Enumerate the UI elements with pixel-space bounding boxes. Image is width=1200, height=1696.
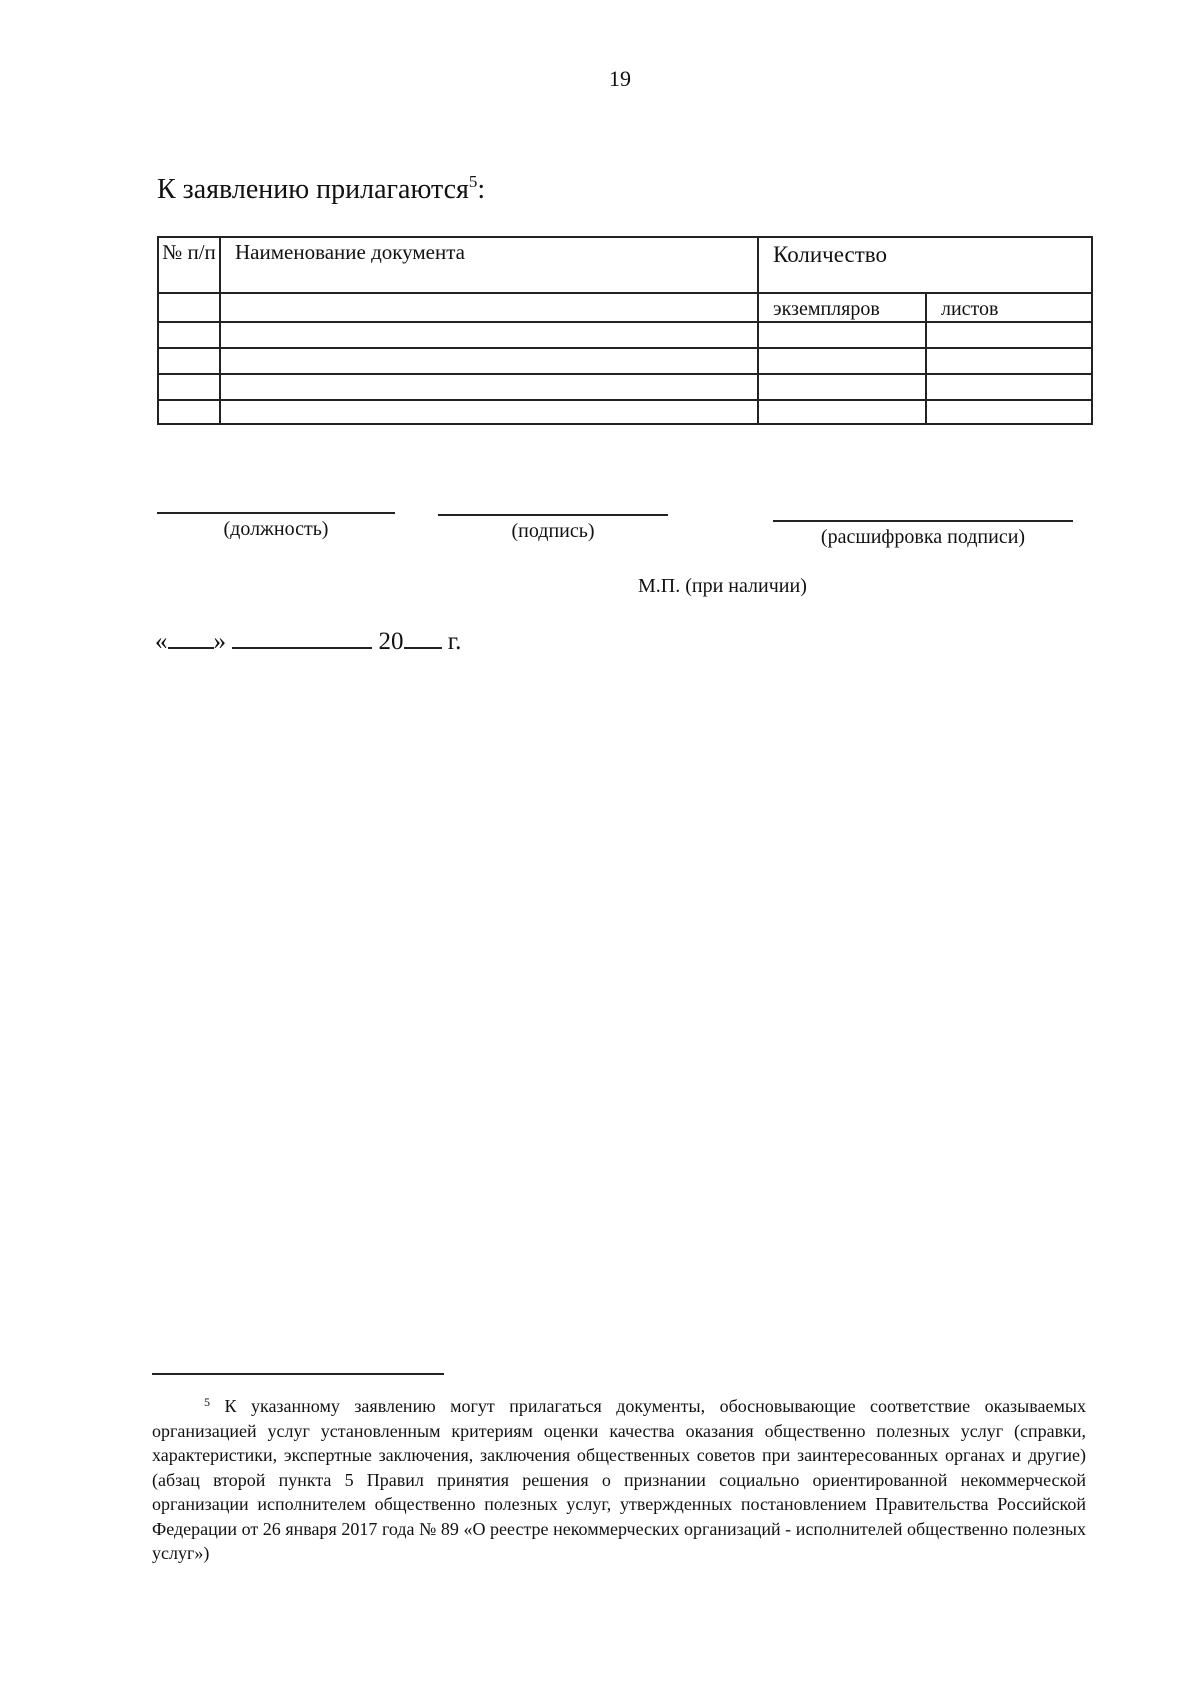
attachments-table <box>157 236 1093 425</box>
footnote-number: 5 <box>204 1395 210 1409</box>
month-blank[interactable] <box>232 625 372 649</box>
header-copies: экземпляров <box>758 293 926 322</box>
stamp-label: М.П. (при наличии) <box>638 575 807 597</box>
footnote-text: К указанному заявлению могут прилагаться документы, обосновывающие соответствие оказываемых организацией услуг установленным критериям оценки качества оказания общественно полезных услуг (справки, характеристики, экспертные заключения, заключения общественных советов при заинтересованных органах и другие) (абзац второй пункта 5 Правил принятия решения о признании социально ориентированной некоммерческой организации исполнителем общественно полезных услуг, утвержденных постановлением Правительства Российской Федерации от 26 января 2017 года № 89 «О реестре некоммерческих организаций - исполнителей общественно полезных услуг») <box>152 1396 1086 1563</box>
footnote-reference: 5 <box>468 172 478 191</box>
table-cell[interactable] <box>758 400 926 424</box>
table-cell[interactable] <box>220 322 758 348</box>
table-subheader-row <box>158 293 1092 322</box>
signature-decoding-label: (расшифровка подписи) <box>820 526 1026 548</box>
table-row <box>158 374 1092 400</box>
header-quantity: Количество <box>758 237 1092 293</box>
table-cell[interactable] <box>926 322 1092 348</box>
table-header-row <box>158 237 1092 293</box>
date-field <box>155 625 461 656</box>
signature-label: (подпись) <box>511 520 595 542</box>
signature-line[interactable] <box>438 514 668 516</box>
table-cell[interactable] <box>758 322 926 348</box>
day-blank[interactable] <box>168 625 214 649</box>
table-cell[interactable] <box>758 374 926 400</box>
table-cell[interactable] <box>926 348 1092 374</box>
year-blank[interactable] <box>404 625 442 649</box>
table-cell[interactable] <box>926 374 1092 400</box>
table-row <box>158 348 1092 374</box>
table-cell[interactable] <box>158 348 220 374</box>
heading-text: К заявлению прилагаются <box>157 174 469 205</box>
header-document-name: Наименование документа <box>220 237 758 293</box>
year-suffix: г. <box>447 628 462 655</box>
table-cell[interactable] <box>158 374 220 400</box>
date-close-quote: » <box>213 628 226 655</box>
table-row <box>158 322 1092 348</box>
table-row <box>158 400 1092 424</box>
signature-decoding-line[interactable] <box>773 520 1073 522</box>
page-number: 19 <box>609 66 631 91</box>
table-cell[interactable] <box>758 348 926 374</box>
footnote-separator <box>152 1373 444 1375</box>
table-cell[interactable] <box>158 293 220 322</box>
footnote <box>152 1390 1086 1566</box>
table-cell[interactable] <box>220 293 758 322</box>
table-cell[interactable] <box>220 348 758 374</box>
year-prefix: 20 <box>378 628 404 655</box>
table-cell[interactable] <box>158 322 220 348</box>
table-cell[interactable] <box>220 400 758 424</box>
position-line[interactable] <box>157 512 395 514</box>
heading-colon: : <box>477 174 486 205</box>
attachments-heading <box>157 172 485 206</box>
position-label: (должность) <box>223 518 329 540</box>
table-cell[interactable] <box>220 374 758 400</box>
table-cell[interactable] <box>158 400 220 424</box>
header-number: № п/п <box>158 237 220 293</box>
header-sheets: листов <box>926 293 1092 322</box>
date-open-quote: « <box>155 628 168 655</box>
table-cell[interactable] <box>926 400 1092 424</box>
